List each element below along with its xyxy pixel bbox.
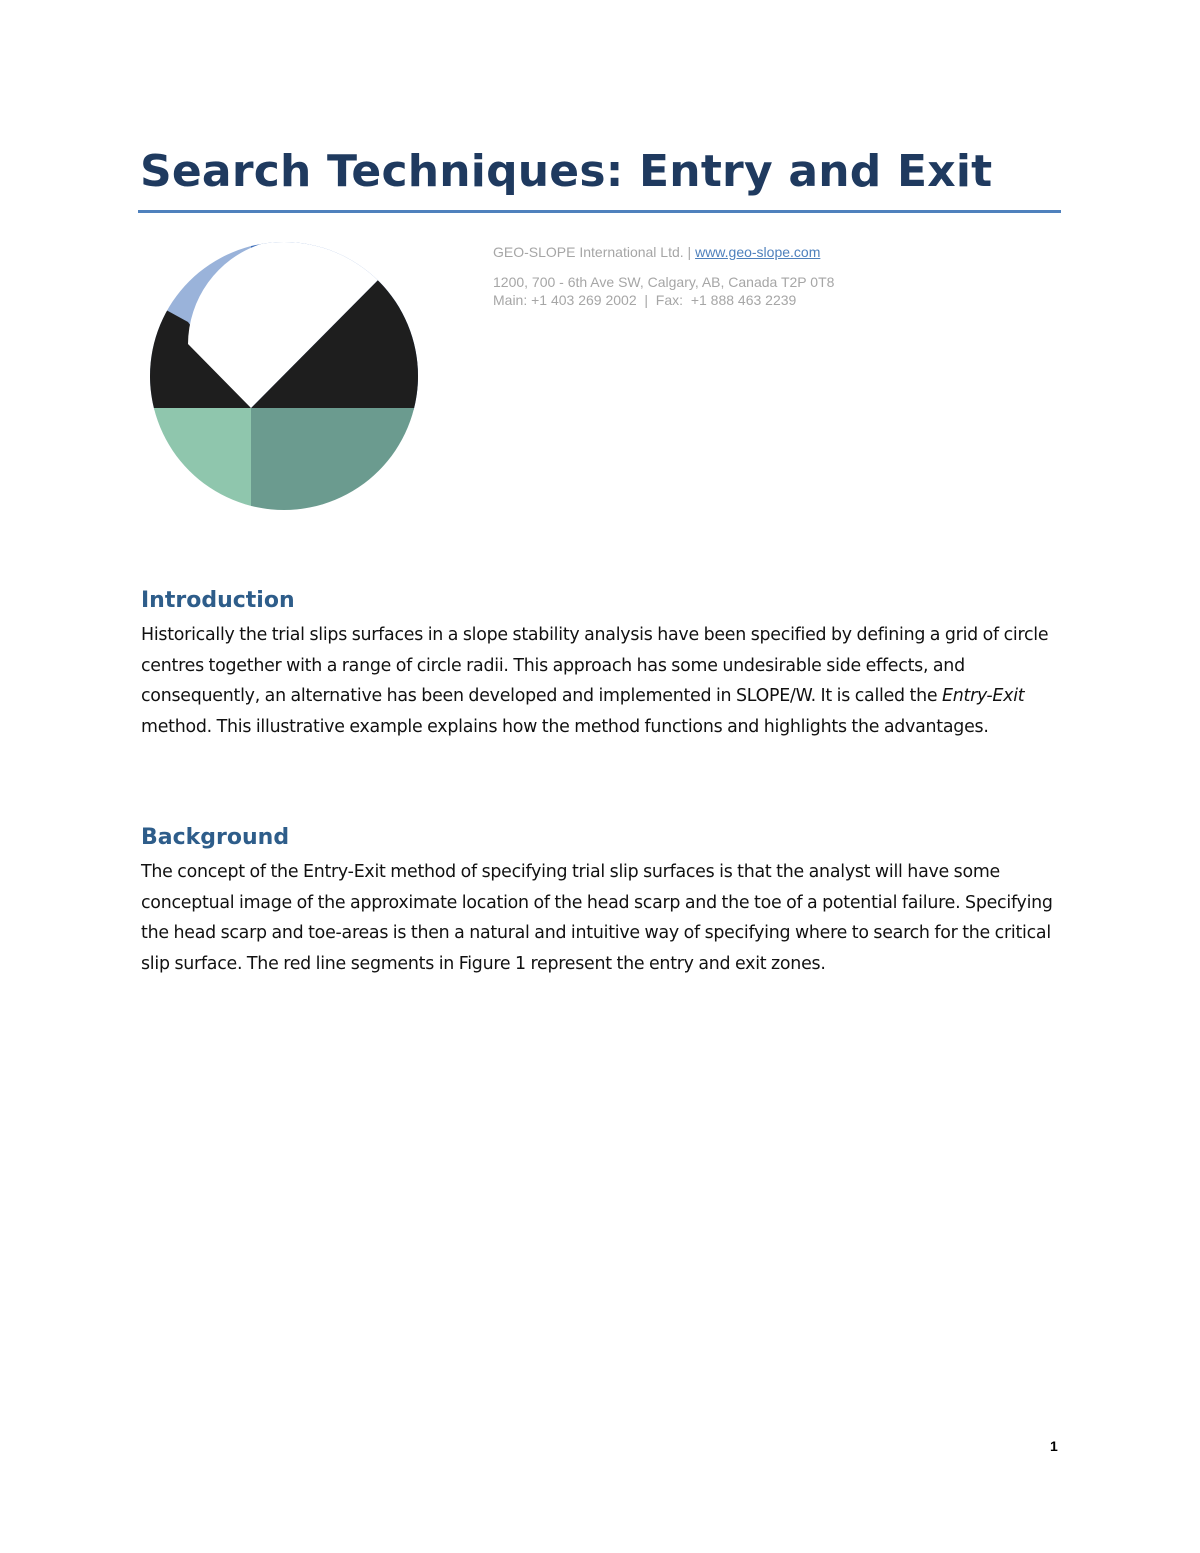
background-heading: Background	[141, 825, 290, 850]
website-link[interactable]: www.geo-slope.com	[695, 244, 821, 260]
introduction-paragraph: Historically the trial slips surfaces in a slope stability analysis have been specified by defining a grid of circle centres together with a range of circle radii. This approach has some undesirable side effects, and consequently, an alternative has been developed and implemented in SLOPE/W. It is called the Entry-Exit method. This illustrative example explains how the method functions and highlights the advantages.	[141, 625, 1049, 737]
logo-light-green-quadrant	[148, 408, 252, 512]
page-number: 1	[1050, 1438, 1058, 1454]
logo-dark-green-quadrant	[251, 408, 420, 512]
title-underline	[138, 210, 1061, 213]
company-name: GEO-SLOPE International Ltd.	[493, 244, 684, 260]
contact-separator: |	[687, 244, 692, 260]
introduction-heading: Introduction	[141, 588, 295, 613]
entry-exit-emphasis: Entry-Exit	[942, 686, 1025, 706]
phone-fax-line: Main: +1 403 269 2002 | Fax: +1 888 463 2239	[493, 292, 797, 308]
company-line	[493, 243, 834, 261]
page-title: Search Techniques: Entry and Exit	[140, 146, 993, 197]
contact-block	[493, 243, 834, 309]
background-paragraph: The concept of the Entry-Exit method of specifying trial slip surfaces is that the analyst will have some conceptual image of the approximate location of the head scarp and the toe of a potential failure. Specifying the head scarp and toe-areas is then a natural and intuitive way of specifying where to search for the critical slip surface. The red line segments in Figure 1 represent the entry and exit zones.	[141, 862, 1053, 974]
geo-slope-logo	[148, 240, 420, 512]
address-line: 1200, 700 - 6th Ave SW, Calgary, AB, Canada T2P 0T8	[493, 274, 835, 290]
